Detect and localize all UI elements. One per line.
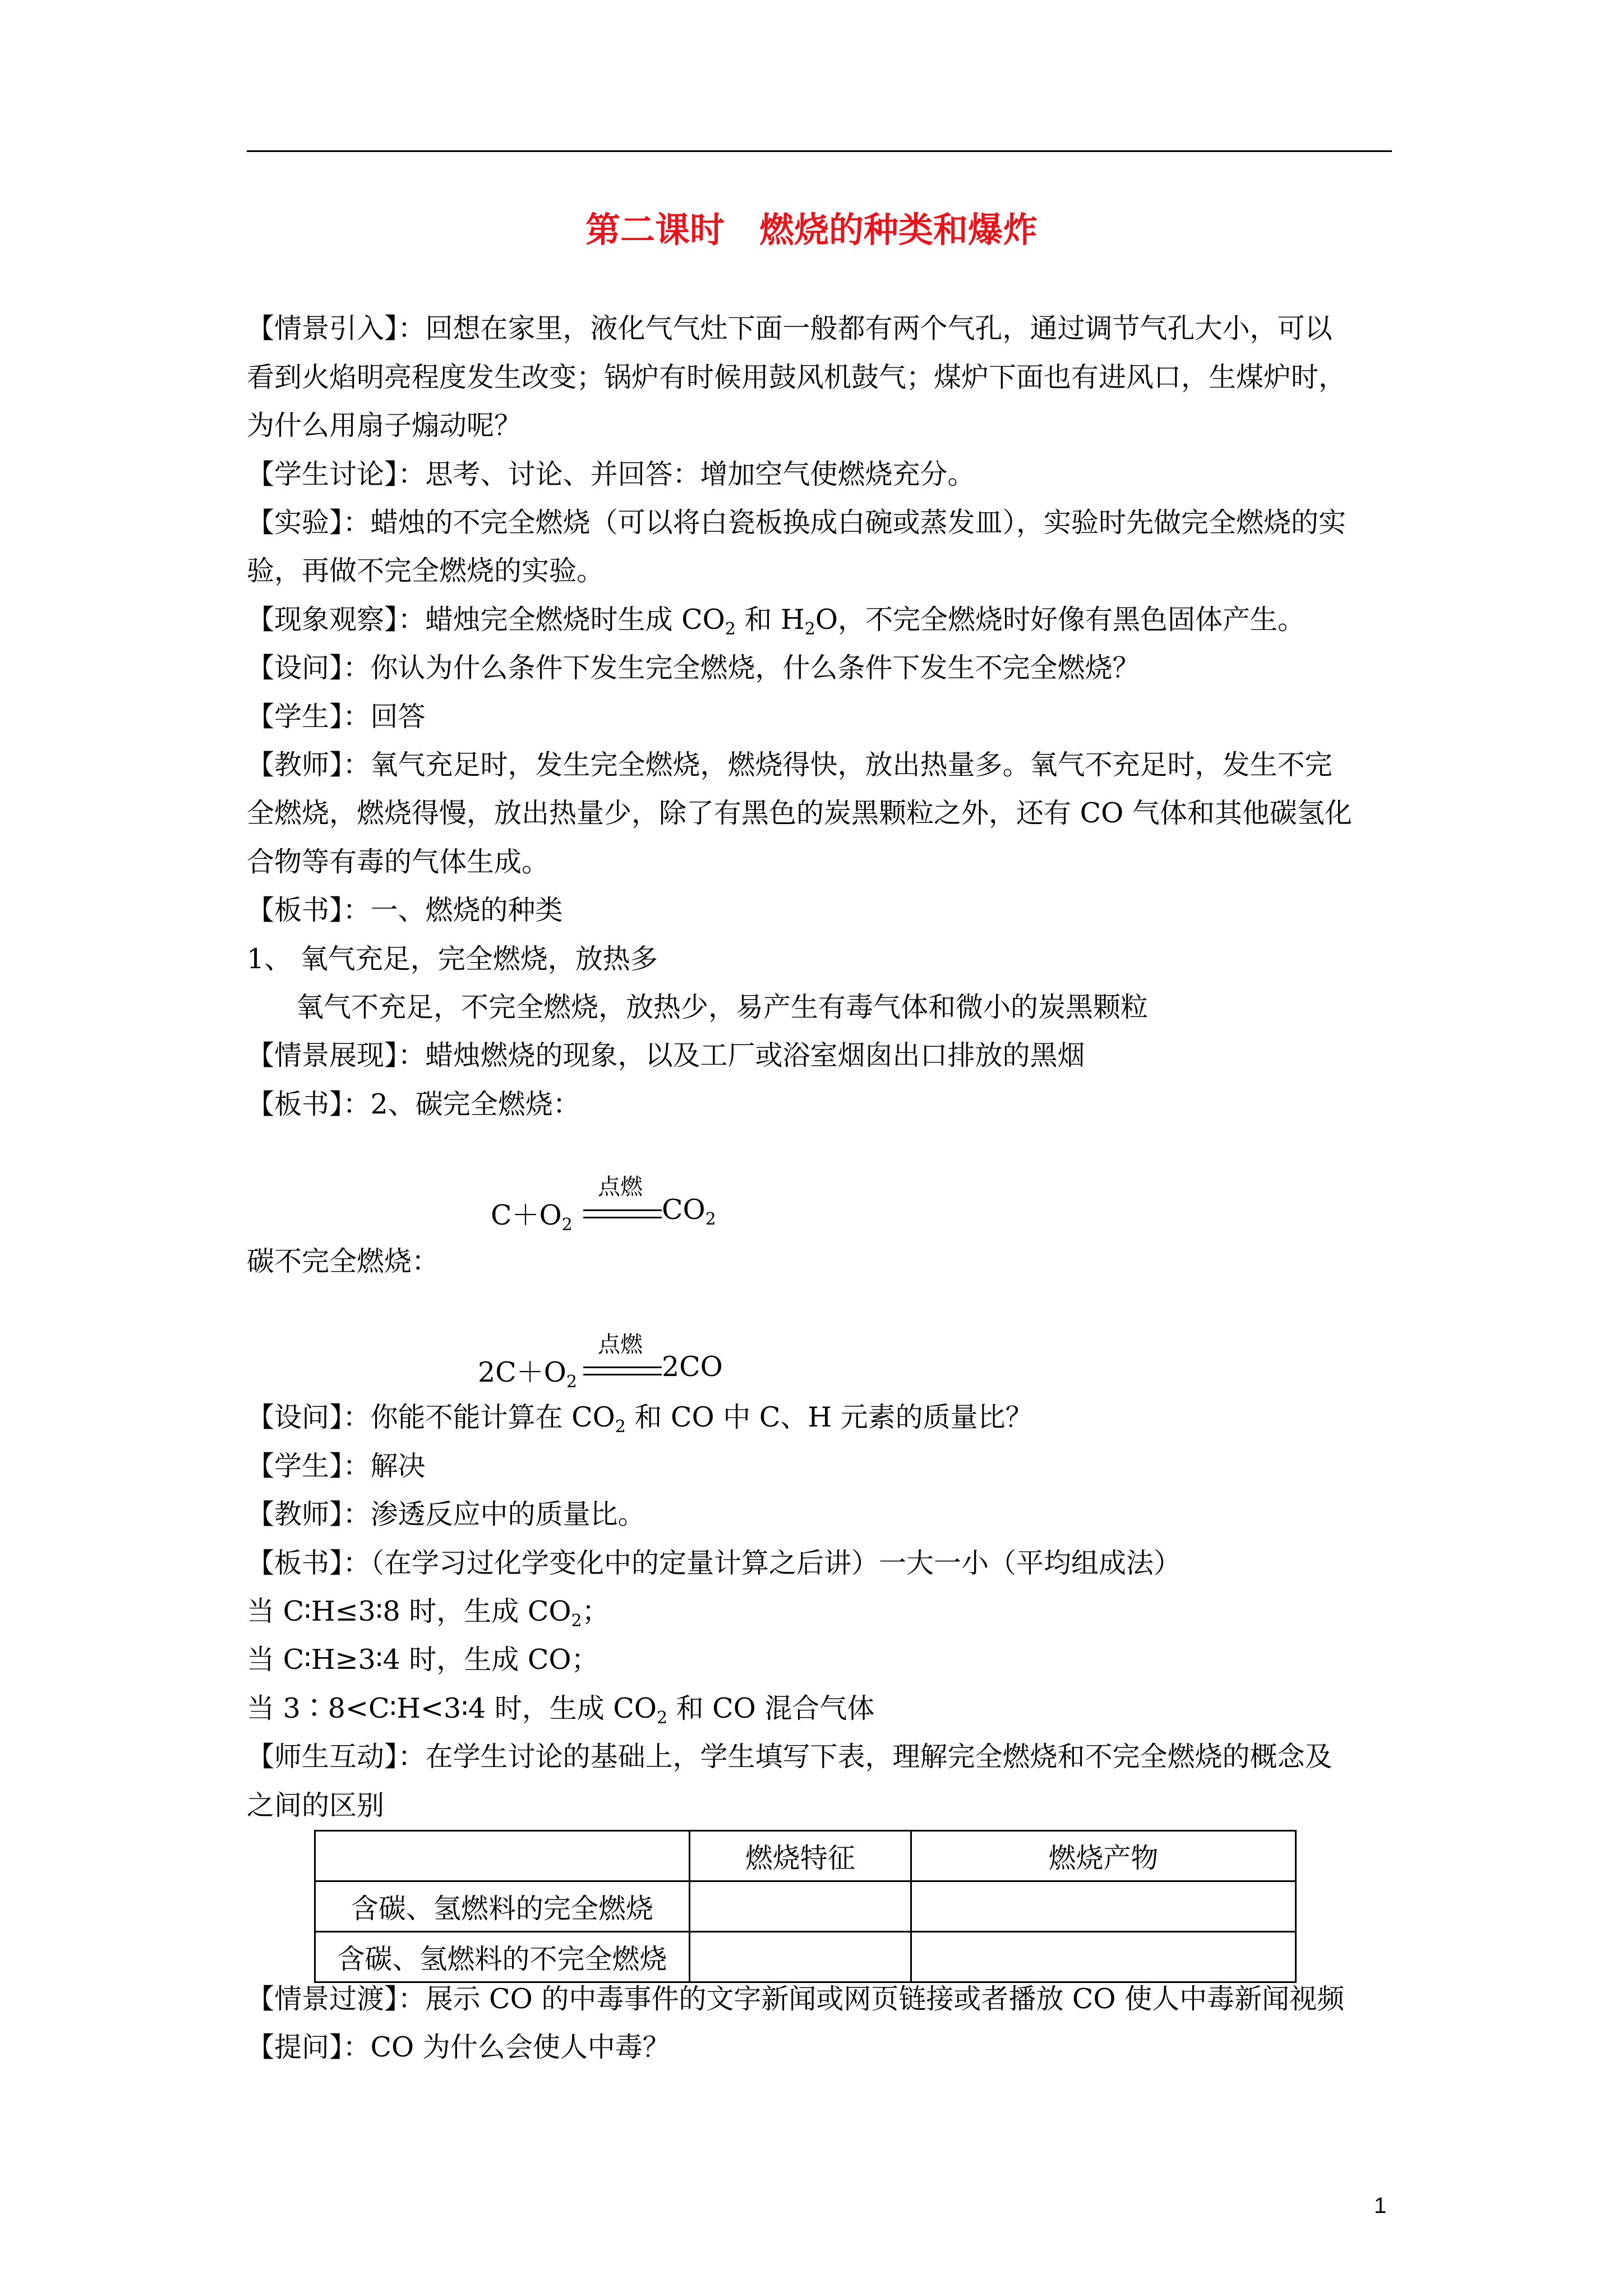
table-row [315, 1881, 1296, 1932]
paragraph-scene: 【情景展现】：蜡烛燃烧的现象，以及工厂或浴室烟囱出口排放的黑烟 [247, 1039, 1085, 1071]
paragraph-student-2: 【学生】：解决 [247, 1450, 426, 1482]
page-number: 1 [1374, 2193, 1387, 2218]
equation-1-product: $CO_2$ [662, 1194, 716, 1229]
paragraph-board: 【板书】：一、燃烧的种类 [247, 894, 563, 926]
paragraph-experiment-line2: 验，再做不完全燃烧的实验。 [247, 555, 605, 587]
paragraph-interaction: 【师生互动】：在学生讨论的基础上，学生填写下表，理解完全燃烧和不完全燃烧的概念及 [247, 1741, 1332, 1773]
paragraph-incomplete-combustion: 碳不完全燃烧： [247, 1245, 440, 1277]
equation-2-reactants: $2C+O_2$ [478, 1356, 577, 1392]
equation-1-condition: 点燃 [598, 1174, 643, 1200]
equation-1-reactants: $C+O_2$ [491, 1199, 573, 1235]
list-item-1-continued: 氧气不充足，不完全燃烧，放热少，易产生有毒气体和微小的炭黑颗粒 [296, 991, 1149, 1023]
page-title: 第二课时 燃烧的种类和爆炸 [585, 209, 1038, 250]
list-item-1: 1、 氧气充足，完全燃烧，放热多 [247, 943, 658, 975]
paragraph-observation: 【现象观察】：蜡烛完全燃烧时生成 $CO_2$ 和 $H_2O$，不完全燃烧时好像有黑色固体产生。 [247, 604, 1306, 639]
table-cell [689, 1932, 911, 1982]
paragraph-interaction-line2: 之间的区别 [247, 1789, 385, 1821]
paragraph-question: 【设问】：你认为什么条件下发生完全燃烧，什么条件下发生不完全燃烧？ [247, 652, 1140, 684]
table-cell [911, 1932, 1295, 1982]
ratio-rule-2: 当 C∶H≥3∶4 时，生成 CO； [247, 1644, 599, 1676]
combustion-comparison-table [314, 1830, 1297, 1983]
equation-2-condition: 点燃 [598, 1332, 643, 1358]
paragraph-teacher: 【教师】：氧气充足时，发生完全燃烧，燃烧得快，放出热量多。氧气不充足时，发生不完 [247, 749, 1332, 781]
equation-2-product: 2CO [662, 1351, 723, 1383]
table-row [315, 1932, 1296, 1982]
table-cell: 含碳、氢燃料的完全燃烧 [315, 1881, 690, 1932]
paragraph-teacher-line3: 合物等有毒的气体生成。 [247, 846, 550, 878]
paragraph-board-3: 【板书】：（在学习过化学变化中的定量计算之后讲）一大一小（平均组成法） [247, 1547, 1182, 1579]
paragraph-teacher-2: 【教师】：渗透反应中的质量比。 [247, 1498, 645, 1530]
paragraph-experiment: 【实验】：蜡烛的不完全燃烧（可以将白瓷板换成白碗或蒸发皿），实验时先做完全燃烧的实 [247, 507, 1347, 539]
paragraph-student: 【学生】：回答 [247, 701, 426, 733]
paragraph-ask: 【提问】：CO 为什么会使人中毒？ [247, 2031, 670, 2063]
paragraph-teacher-line2: 全燃烧，燃烧得慢，放出热量少，除了有黑色的炭黑颗粒之外，还有 CO 气体和其他碳氢化 [247, 797, 1352, 829]
table-header-cell: 燃烧特征 [689, 1831, 911, 1881]
paragraph-intro: 【情景引入】：回想在家里，液化气气灶下面一般都有两个气孔，通过调节气孔大小，可以 [247, 312, 1332, 344]
ratio-rule-1: 当 C∶H≤3∶8 时，生成 $CO_2$； [247, 1595, 610, 1631]
table-cell [689, 1881, 911, 1932]
table-header-cell [315, 1831, 690, 1881]
paragraph-discussion: 【学生讨论】：思考、讨论、并回答：增加空气使燃烧充分。 [247, 458, 975, 490]
equation-2-double-bar [583, 1366, 662, 1375]
paragraph-board-2: 【板书】：2、碳完全燃烧： [247, 1088, 580, 1120]
paragraph-question-2: 【设问】：你能不能计算在 $CO_2$ 和 CO 中 C、H 元素的质量比？ [247, 1401, 1033, 1437]
paragraph-transition: 【情景过渡】：展示 CO 的中毒事件的文字新闻或网页链接或者播放 CO 使人中毒新闻视频 [247, 1983, 1345, 2015]
paragraph-intro-line2: 看到火焰明亮程度发生改变；锅炉有时候用鼓风机鼓气；煤炉下面也有进风口，生煤炉时， [247, 361, 1347, 393]
paragraph-intro-line3: 为什么用扇子煽动呢？ [247, 409, 522, 441]
table-cell: 含碳、氢燃料的不完全燃烧 [315, 1932, 690, 1982]
table-header-cell: 燃烧产物 [911, 1831, 1295, 1881]
table-header-row [315, 1831, 1296, 1881]
table-cell [911, 1881, 1295, 1932]
header-rule [247, 150, 1392, 152]
equation-1-double-bar [583, 1209, 662, 1218]
ratio-rule-3: 当 3∶8<C∶H<3∶4 时，生成 $CO_2$ 和 CO 混合气体 [247, 1692, 875, 1728]
